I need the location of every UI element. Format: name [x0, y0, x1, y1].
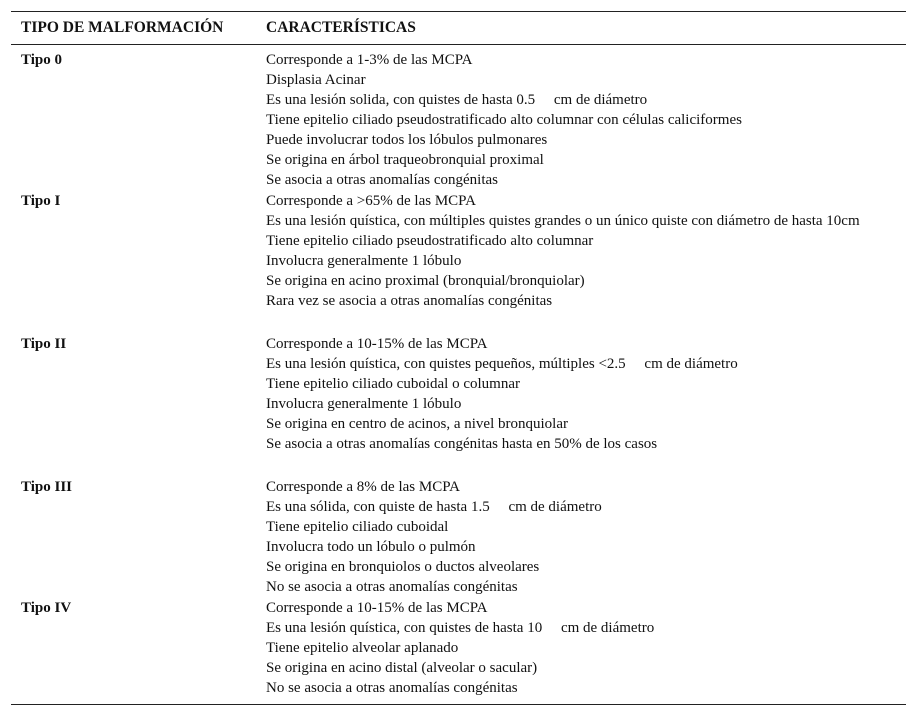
characteristic-line: Involucra todo un lóbulo o pulmón	[266, 539, 476, 555]
characteristic-line: Tiene epitelio ciliado pseudostratificado alto columnar con células caliciformes	[266, 112, 742, 128]
row-type-label: Tipo I	[21, 193, 61, 209]
characteristic-line: Se origina en centro de acinos, a nivel bronquiolar	[266, 416, 568, 432]
characteristic-line: Se asocia a otras anomalías congénitas	[266, 172, 499, 188]
row-characteristics	[256, 597, 906, 698]
header-type: TIPO DE MALFORMACIÓN	[21, 19, 224, 36]
characteristic-line: Displasia Acinar	[266, 72, 366, 88]
row-characteristics	[256, 476, 906, 597]
table-row-tipo-i	[11, 190, 906, 311]
characteristic-line: Corresponde a >65% de las MCPA	[266, 193, 476, 209]
characteristic-line: No se asocia a otras anomalías congénitas	[266, 579, 518, 595]
characteristic-line: Se asocia a otras anomalías congénitas hasta en 50% de los casos	[266, 436, 658, 452]
characteristic-line: No se asocia a otras anomalías congénitas	[266, 680, 518, 696]
characteristic-line: Corresponde a 10-15% de las MCPA	[266, 600, 488, 616]
characteristic-line: Corresponde a 1-3% de las MCPA	[266, 52, 473, 68]
row-type-label: Tipo II	[21, 336, 67, 352]
characteristic-line: Tiene epitelio ciliado pseudostratificado alto columnar	[266, 233, 594, 249]
characteristic-line: Tiene epitelio ciliado cuboidal o columnar	[266, 376, 520, 392]
characteristic-line: Se origina en bronquiolos o ductos alveolares	[266, 559, 540, 575]
table-row-tipo-ii	[11, 333, 906, 454]
row-characteristics	[256, 333, 906, 454]
table-body	[11, 45, 906, 704]
characteristic-line: Es una lesión quística, con múltiples quistes grandes o un único quiste con diámetro de hasta 10cm	[266, 213, 860, 229]
characteristic-line: Corresponde a 10-15% de las MCPA	[266, 336, 488, 352]
characteristic-line: Tiene epitelio ciliado cuboidal	[266, 519, 449, 535]
table-header	[11, 12, 906, 45]
table-row-tipo-0	[11, 49, 906, 190]
characteristic-line: Rara vez se asocia a otras anomalías congénitas	[266, 293, 553, 309]
characteristic-line: Es una sólida, con quiste de hasta 1.5 cm de diámetro	[266, 499, 602, 515]
characteristic-line: Es una lesión quística, con quistes pequeños, múltiples <2.5 cm de diámetro	[266, 356, 738, 372]
characteristic-line: Involucra generalmente 1 lóbulo	[266, 396, 462, 412]
characteristic-line: Involucra generalmente 1 lóbulo	[266, 253, 462, 269]
characteristic-line: Se origina en acino proximal (bronquial/bronquiolar)	[266, 273, 585, 289]
characteristic-line: Corresponde a 8% de las MCPA	[266, 479, 461, 495]
row-characteristics	[256, 49, 906, 190]
row-type-label: Tipo IV	[21, 600, 72, 616]
characteristic-line: Se origina en acino distal (alveolar o sacular)	[266, 660, 538, 676]
characteristic-line: Es una lesión quística, con quistes de hasta 10 cm de diámetro	[266, 620, 655, 636]
header-characteristics: CARACTERÍSTICAS	[266, 19, 416, 36]
row-type-label: Tipo III	[21, 479, 73, 495]
characteristic-line: Tiene epitelio alveolar aplanado	[266, 640, 459, 656]
malformation-table	[11, 11, 906, 705]
row-characteristics	[256, 190, 906, 311]
table-row-tipo-iv	[11, 597, 906, 698]
characteristic-line: Se origina en árbol traqueobronquial proximal	[266, 152, 544, 168]
characteristic-line: Es una lesión solida, con quistes de hasta 0.5 cm de diámetro	[266, 92, 648, 108]
table-row-tipo-iii	[11, 476, 906, 597]
characteristic-line: Puede involucrar todos los lóbulos pulmonares	[266, 132, 548, 148]
row-type-label: Tipo 0	[21, 52, 62, 68]
